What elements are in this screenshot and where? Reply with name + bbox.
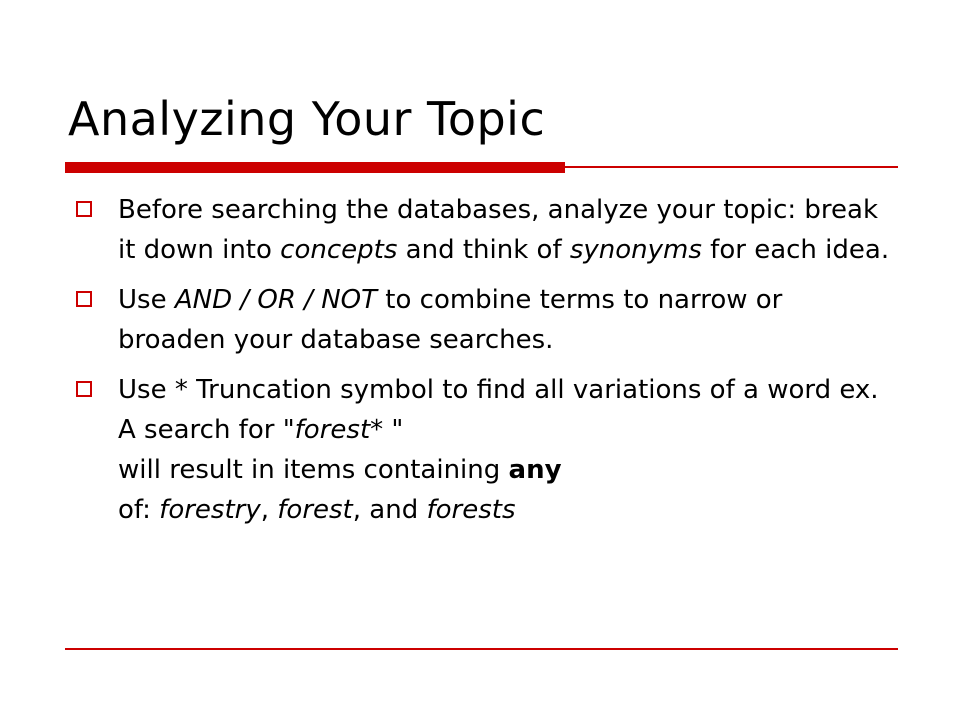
bullet-item: [76, 190, 896, 270]
bullet-text-segment: ,: [260, 495, 278, 525]
bullet-text-segment: synonyms: [569, 235, 702, 265]
bullet-text-segment: forestry: [159, 495, 261, 525]
bullet-text-segment: ": [391, 415, 404, 445]
bullet-text-segment: any: [508, 455, 562, 485]
bullet-text-segment: to combine terms to narrow or broaden your database searches.: [118, 285, 783, 355]
bullet-text-segment: Use: [118, 285, 175, 315]
title-underline-thick: [65, 162, 565, 173]
hollow-square-icon: [76, 291, 92, 307]
bullet-text-segment: AND / OR / NOT: [174, 285, 378, 315]
bullet-item: [76, 370, 896, 530]
bullet-text-segment: concepts: [280, 235, 398, 265]
bullet-text-segment: will result in items containing: [118, 455, 509, 485]
footer-rule: [65, 648, 898, 650]
hollow-square-icon: [76, 201, 92, 217]
title-underline-thin: [565, 166, 898, 168]
bullet-text-segment: for each idea.: [701, 235, 890, 265]
bullet-text-segment: forests: [426, 495, 516, 525]
bullet-text-segment: and think of: [397, 235, 570, 265]
bullet-list: [76, 190, 896, 540]
bullet-text-segment: Use * Truncation symbol to find all variations of a word ex. A search for ": [118, 375, 879, 445]
bullet-text: [118, 190, 896, 270]
bullet-item: [76, 280, 896, 360]
bullet-text-segment: forest*: [294, 415, 392, 445]
hollow-square-icon: [76, 381, 92, 397]
bullet-text: [118, 280, 896, 360]
bullet-text-segment: of:: [118, 495, 160, 525]
bullet-text-segment: Before searching the databases, analyze your topic: break it down into: [118, 195, 879, 265]
bullet-text: [118, 370, 896, 530]
bullet-text-segment: forest: [277, 495, 353, 525]
bullet-text-segment: , and: [352, 495, 427, 525]
slide-title: Analyzing Your Topic: [68, 92, 546, 146]
